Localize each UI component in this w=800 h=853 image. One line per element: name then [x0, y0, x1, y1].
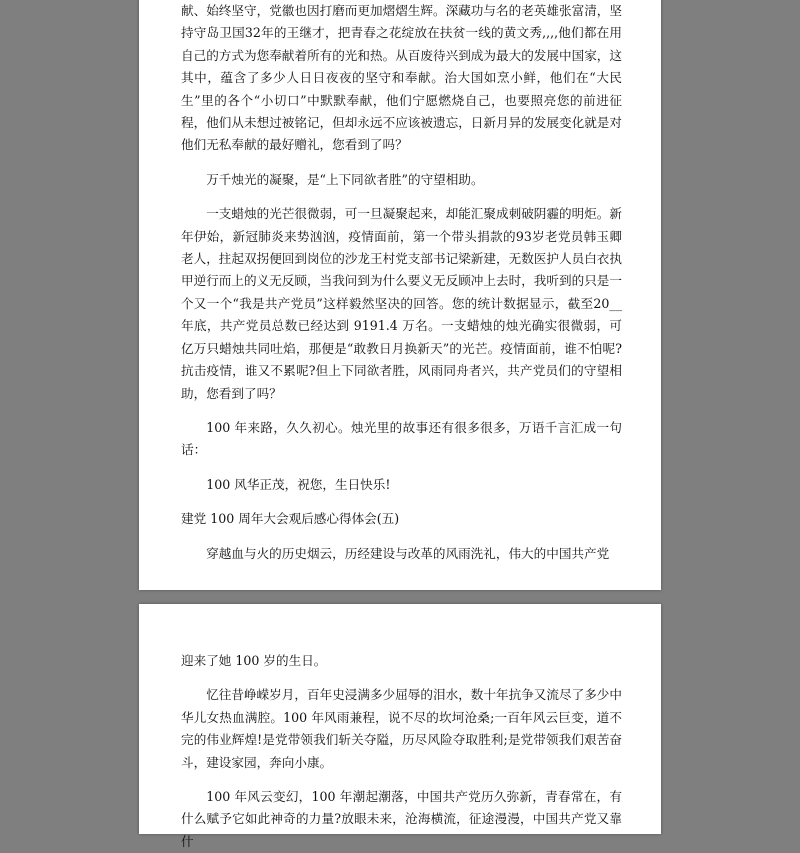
document-page-2: [139, 604, 661, 849]
paragraph-birthday-continued: 迎来了她 100 岁的生日。: [181, 653, 327, 668]
page-1-text: [181, 0, 622, 565]
section-heading: 建党 100 周年大会观后感心得体会(五): [181, 511, 400, 527]
paragraph-100-years-changes: 100 年风云变幻，100 年潮起潮落，中国共产党历久弥新，青春常在，有什么赋予它如此神奇的力量?放眼未来，沧海横流，征途漫漫，中国共产党又靠什: [181, 789, 622, 849]
paragraph-birthday-wish: 100 风华正茂，祝您，生日快乐!: [206, 476, 391, 492]
page-2-text: [181, 650, 622, 853]
paragraph-candle-story: 一支蜡烛的光芒很微弱，可一旦凝聚起来，却能汇聚成刺破阴霾的明炬。新年伊始，新冠肺炎来势汹汹，疫情面前，第一个带头捐款的93岁老党员韩玉卿老人，拄起双拐便回到岗位的沙龙王村党支部书记梁新建，无数医护人员白衣执甲逆行而上的义无反顾，当我问到为什么要义无反顾冲上去时，我听到的只是一个又一个“我是共产党员”这样毅然坚决的回答。您的统计数据显示，截至20__年底，共产党员总数已经达到 9191.4 万名。一支蜡烛的烛光确实很微弱，可亿万只蜡烛共同吐焰，那便是“敢教日月换新天”的光芒。疫情面前，谁不怕呢?抗击疫情，谁又不累呢?但上下同欲者胜，风雨同舟者兴，共产党员们的守望相助，您看到了吗？: [181, 206, 622, 401]
paragraph-candlelight-summary: 万千烛光的凝聚，是“上下同欲者胜”的守望相助。: [206, 171, 484, 187]
paragraph-recall-history: 忆往昔峥嵘岁月，百年史浸满多少屈辱的泪水，数十年抗争又流尽了多少中华儿女热血满腔。100 年风雨兼程，说不尽的坎坷沧桑;一百年风云巨变，道不完的伟业辉煌!是党带领我们斩关夺隘，历尽风险夺取胜利;是党带领我们艰苦奋斗，建设家园，奔向小康。: [181, 687, 622, 770]
paragraph-history-intro: 穿越血与火的历史烟云，历经建设与改革的风雨洗礼，伟大的中国共产党: [206, 545, 610, 561]
document-page-1: [139, 0, 661, 590]
paragraph-100-years: 100 年来路，久久初心。烛光里的故事还有很多很多，万语千言汇成一句话：: [181, 419, 622, 458]
paragraph-dedication: 献、始终坚守，党徽也因打磨而更加熠熠生辉。深藏功与名的老英雄张富清，坚持守岛卫国32年的王继才，把青春之花绽放在扶贫一线的黄文秀,,,,他们都在用自己的方式为您奉献着所有的光和热。从百废待兴到成为最大的发展中国家，这其中，蕴含了多少人日日夜夜的坚守和奉献。治大国如烹小鲜，他们在“大民生”里的各个“小切口”中默默奉献，他们宁愿燃烧自己，也要照亮您的前进征程，他们从未想过被铭记，但却永远不应该被遗忘，日新月异的发展变化就是对他们无私奉献的最好赠礼，您看到了吗？: [181, 3, 622, 153]
